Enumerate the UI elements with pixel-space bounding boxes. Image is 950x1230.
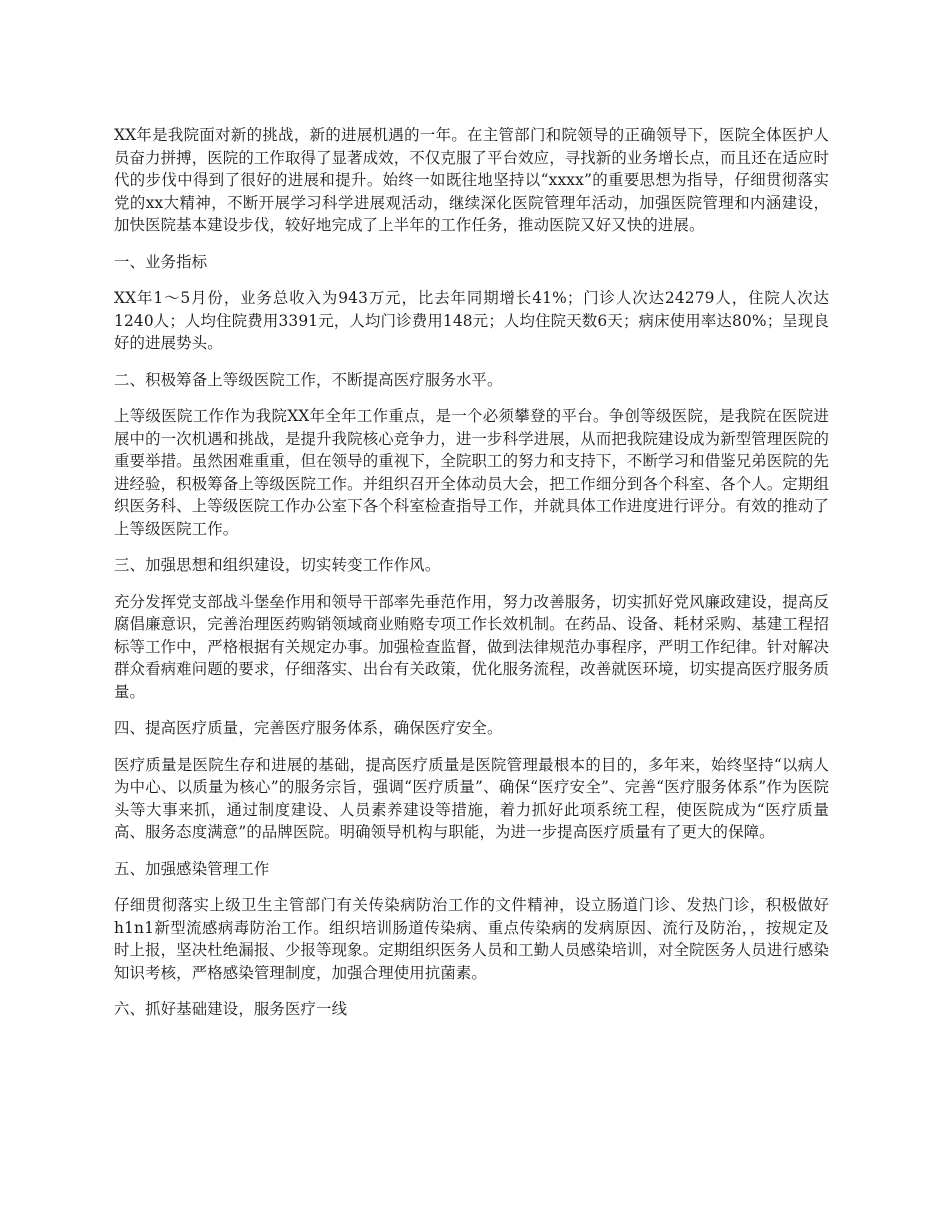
section-heading-medical-quality: 四、提高医疗质量，完善医疗服务体系，确保医疗安全。 <box>114 719 503 737</box>
infection-management-paragraph: 仔细贯彻落实上级卫生主管部门有关传染病防治工作的文件精神，设立肠道门诊、发热门诊，积极做好h1n1新型流感病毒防治工作。组织培训肠道传染病、重点传染病的发病原因、流行及防治，，按规定及时上报，坚决杜绝漏报、少报等现象。定期组织医务人员和工勤人员感染培训，对全院医务人员进行感染知识考核，严格感染管理制度，加强合理使用抗菌素。 <box>114 896 829 982</box>
section-heading-infrastructure: 六、抓好基础建设，服务医疗一线 <box>114 1000 348 1018</box>
medical-quality-paragraph: 医疗质量是医院生存和进展的基础，提高医疗质量是医院管理最根本的目的，多年来，始终坚持“以病人为中心、以质量为核心”的服务宗旨，强调“医疗质量”、确保“医疗安全”、完善“医疗服务体系”作为医院头等大事来抓，通过制度建设、人员素养建设等措施，着力抓好此项系统工程，使医院成为“医疗质量高、服务态度满意”的品牌医院。明确领导机构与职能，为进一步提高医疗质量有了更大的保障。 <box>114 755 829 841</box>
section-heading-ideology-organization: 三、加强思想和组织建设，切实转变工作作风。 <box>114 556 441 574</box>
section-heading-business-indicators: 一、业务指标 <box>114 252 208 271</box>
ideology-organization-paragraph: 充分发挥党支部战斗堡垒作用和领导干部率先垂范作用，努力改善服务，切实抓好党风廉政建设，提高反腐倡廉意识，完善治理医药购销领域商业贿赂专项工作长效机制。在药品、设备、耗材采购、基建工程招标等工作中，严格根据有关规定办事。加强检查监督，做到法律规范办事程序，严明工作纪律。针对解决群众看病难问题的要求，仔细落实、出台有关政策，优化服务流程，改善就医环境，切实提高医疗服务质量。 <box>114 592 829 701</box>
section-heading-hospital-grading: 二、积极筹备上等级医院工作，不断提高医疗服务水平。 <box>114 370 503 389</box>
section-heading-infection-management: 五、加强感染管理工作 <box>114 859 270 878</box>
intro-paragraph: XX年是我院面对新的挑战，新的进展机遇的一年。在主管部门和院领导的正确领导下，医院全体医护人员奋力拼搏，医院的工作取得了显著成效，不仅克服了平台效应，寻找新的业务增长点，而且还在适应时代的步伐中得到了很好的进展和提升。始终一如既往地坚持以“xxxx”的重要思想为指导，仔细贯彻落实党的xx大精神，不断开展学习科学进展观活动，继续深化医院管理年活动，加强医院管理和内涵建设，加快医院基本建设步伐，较好地完成了上半年的工作任务，推动医院又好又快的进展。 <box>114 126 829 234</box>
business-indicators-paragraph: XX年1～5月份，业务总收入为943万元，比去年同期增长41%；门诊人次达24279人，住院人次达1240人；人均住院费用3391元，人均门诊费用148元；人均住院天数6天；病床使用率达80%；呈现良好的进展势头。 <box>114 289 829 352</box>
document-body <box>114 124 829 1035</box>
hospital-grading-paragraph: 上等级医院工作作为我院XX年全年工作重点，是一个必须攀登的平台。争创等级医院，是我院在医院进展中的一次机遇和挑战，是提升我院核心竞争力，进一步科学进展，从而把我院建设成为新型管理医院的重要举措。虽然困难重重，但在领导的重视下，全院职工的努力和支持下，不断学习和借鉴兄弟医院的先进经验，积极筹备上等级医院工作。并组织召开全体动员大会，把工作细分到各个科室、各个人。定期组织医务科、上等级医院工作办公室下各个科室检查指导工作，并就具体工作进度进行评分。有效的推动了上等级医院工作。 <box>114 407 829 538</box>
